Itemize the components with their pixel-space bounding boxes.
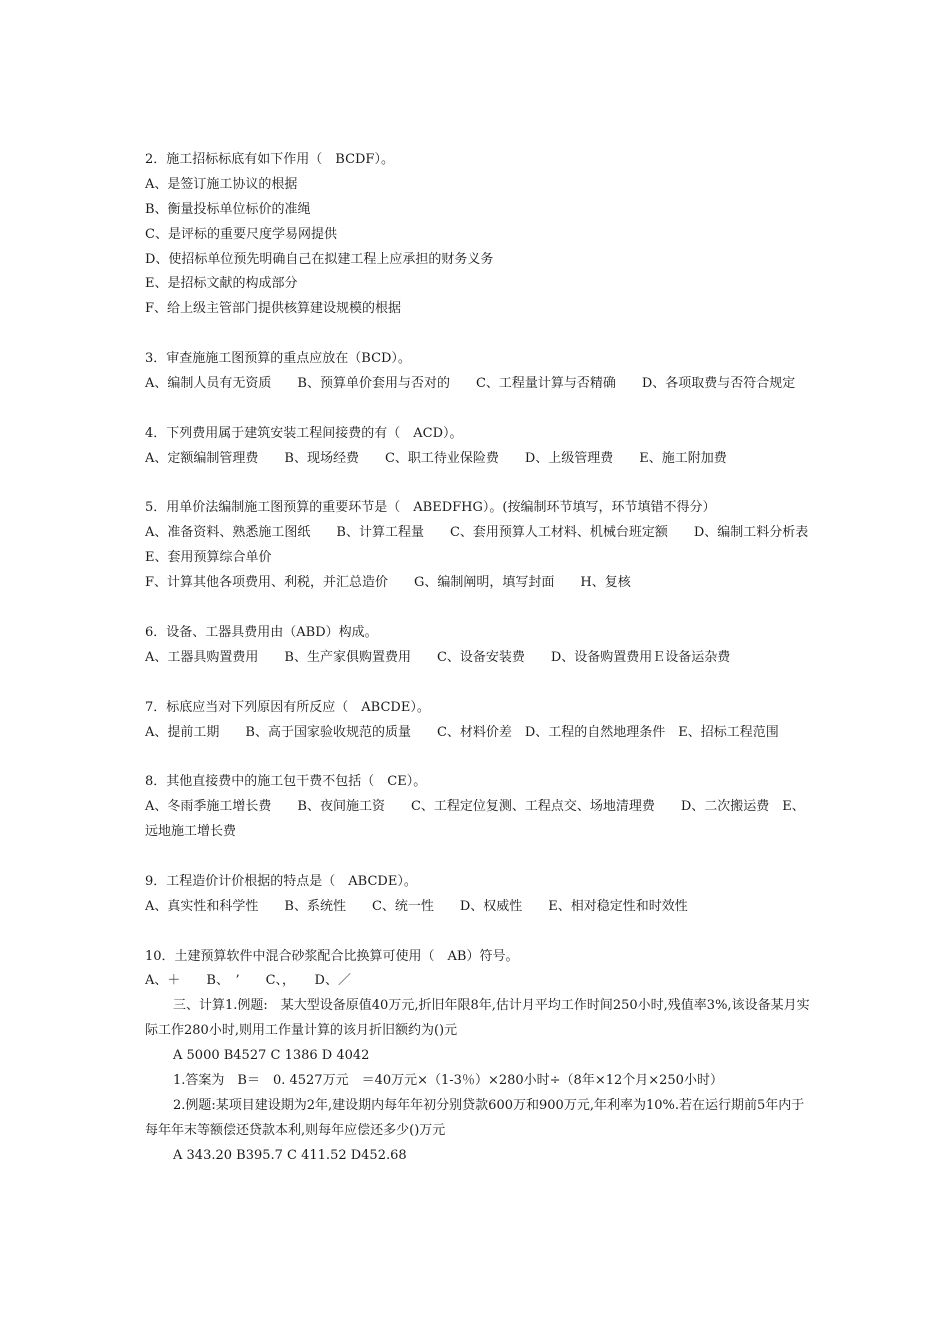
question-6-options: A、工器具购置费用 B、生产家俱购置费用 C、设备安装费 D、设备购置费用Ｅ设备运杂费	[145, 649, 731, 665]
question-4-stem: 4．下列费用属于建筑安装工程间接费的有（ ACD）。	[145, 425, 463, 441]
question-3-options: A、编制人员有无资质 B、预算单价套用与否对的 C、工程量计算与否精确 D、各项取费与否符合规定	[145, 376, 796, 392]
question-2-stem: 2．施工招标标底有如下作用（ BCDF）。	[145, 152, 394, 167]
question-4-options: A、定额编制管理费 B、现场经费 C、职工待业保险费 D、上级管理费 E、施工附加费	[145, 450, 727, 466]
calc-example-1-answer: 1.答案为 B＝ 0. 4527万元 ＝40万元×（1-3％）×280小时÷（8年×12个月×250小时）	[173, 1073, 723, 1089]
spacer	[145, 322, 813, 347]
question-7-options: A、提前工期 B、高于国家验收规范的质量 C、材料价差 D、工程的自然地理条件 E、招标工程范围	[145, 724, 779, 740]
question-2-option-a: A、是签订施工协议的根据	[145, 176, 298, 192]
spacer	[145, 845, 813, 870]
question-3-stem: 3．审查施施工图预算的重点应放在（BCD）。	[145, 351, 411, 367]
calc-example-2-options: A 343.20 B395.7 C 411.52 D452.68	[173, 1147, 407, 1163]
spacer	[145, 671, 813, 696]
question-2-option-d: D、使招标单位预先明确自己在拟建工程上应承担的财务义务	[145, 251, 494, 267]
spacer	[145, 472, 813, 497]
spacer	[145, 596, 813, 621]
question-10-options: A、＋ B、 ’ C、， D、／	[145, 973, 351, 989]
question-8-stem: 8．其他直接费中的施工包干费不包括（ CE）。	[145, 774, 427, 790]
question-9-stem: 9．工程造价计价根据的特点是（ ABCDE）。	[145, 873, 417, 889]
spacer	[145, 745, 813, 770]
spacer	[145, 920, 813, 945]
question-6-stem: 6．设备、工器具费用由（ABD）构成。	[145, 624, 378, 640]
question-2-option-e: E、是招标文献的构成部分	[145, 276, 298, 292]
question-5-options-2: F、计算其他各项费用、利税，并汇总造价 G、编制阐明，填写封面 H、复核	[145, 575, 631, 591]
question-5-stem: 5．用单价法编制施工图预算的重要环节是（ ABEDFHG）。(按编制环节填写，环节填错不得分）	[145, 500, 716, 516]
spacer	[145, 397, 813, 422]
question-2-option-f: F、给上级主管部门提供核算建设规模的根据	[145, 301, 402, 317]
calc-example-1-text: 三、计算1.例题: 某大型设备原值40万元,折旧年限8年,估计月平均工作时间250小时,残值率3%,该设备某月实际工作280小时,则用工作量计算的该月折旧额约为()元	[145, 998, 810, 1039]
question-5-options-1: A、准备资料、熟悉施工图纸 B、计算工程量 C、套用预算人工材料、机械台班定额 D、编制工料分析表 E、套用预算综合单价	[145, 525, 835, 566]
document-body	[145, 148, 835, 1169]
question-8-options: A、冬雨季施工增长费 B、夜间施工资 C、工程定位复测、工程点交、场地清理费 D、二次搬运费 E、远地施工增长费	[145, 799, 805, 840]
question-10-stem: 10．土建预算软件中混合砂浆配合比换算可使用（ AB）符号。	[145, 948, 519, 964]
question-9-options: A、真实性和科学性 B、系统性 C、统一性 D、权威性 E、相对稳定性和时效性	[145, 898, 688, 914]
calc-example-1-options: A 5000 B4527 C 1386 D 4042	[173, 1048, 370, 1064]
question-2-option-b: B、衡量投标单位标价的准绳	[145, 201, 311, 217]
question-2-option-c: C、是评标的重要尺度学易网提供	[145, 226, 337, 242]
calc-example-2-text: 2.例题:某项目建设期为2年,建设期内每年年初分别贷款600万和900万元,年利率为10%.若在运行期前5年内于每年年末等额偿还贷款本利,则每年应偿还多少()万元	[145, 1097, 805, 1138]
question-7-stem: 7．标底应当对下列原因有所反应（ ABCDE）。	[145, 699, 430, 715]
